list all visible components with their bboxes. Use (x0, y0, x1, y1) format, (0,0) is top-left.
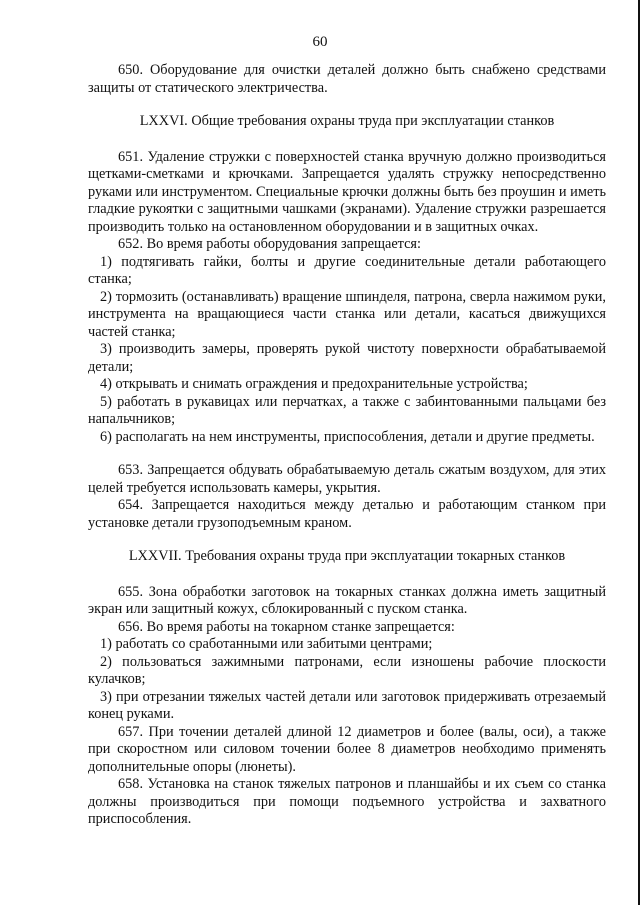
page-number: 60 (312, 34, 328, 50)
paragraph-650: 650. Оборудование для очистки деталей должно быть снабжено средствами защиты от статического электричества. (88, 62, 606, 96)
section-heading-lxxvi: LXXVI. Общие требования охраны труда при эксплуатации станков (139, 113, 555, 129)
paragraph-655: 655. Зона обработки заготовок на токарных станках должна иметь защитный экран или защитный кожух, сблокированный с пуском станка. (88, 583, 606, 617)
paragraph-658: 658. Установка на станок тяжелых патронов и планшайбы и их съем со станка должны производиться при помощи подъемного устройства и захватного приспособления. (88, 776, 606, 827)
document-body (88, 62, 606, 829)
paragraph-652: 652. Во время работы оборудования запрещается: (118, 236, 421, 252)
list-item: 3) производить замеры, проверять рукой чистоту поверхности обрабатываемой детали; (88, 341, 606, 375)
list-item: 5) работать в рукавицах или перчатках, а также с забинтованными пальцами без напальчников; (88, 393, 606, 427)
paragraph-654: 654. Запрещается находиться между деталью и работающим станком при установке детали грузоподъемным краном. (88, 497, 606, 531)
list-item: 2) тормозить (останавливать) вращение шпинделя, патрона, сверла нажимом руки, инструмента на вращающиеся части станка или детали, касаться движущихся частей станка; (88, 288, 606, 340)
list-item: 1) работать со сработанными или забитыми центрами; (100, 636, 433, 652)
list-item: 1) подтягивать гайки, болты и другие соединительные детали работающего станка; (88, 253, 606, 287)
list-item: 6) располагать на нем инструменты, приспособления, детали и другие предметы. (100, 428, 595, 445)
section-heading-lxxvii: LXXVII. Требования охраны труда при эксплуатации токарных станков (128, 548, 566, 564)
paragraph-651: 651. Удаление стружки с поверхностей станка вручную должно производиться щетками-сметками и крючками. Запрещается удалять стружку непосредственно руками или инструментом. Специальные крючки должны быть без проушин и иметь гладкие рукоятки с защитными чашками (экранами). Удаление стружки разрешается производить только на остановленном оборудовании и в защитных очках. (88, 148, 606, 235)
list-item: 2) пользоваться зажимными патронами, если изношены рабочие плоскости кулачков; (88, 653, 606, 687)
list-item: 4) открывать и снимать ограждения и предохранительные устройства; (100, 376, 528, 392)
paragraph-653: 653. Запрещается обдувать обрабатываемую деталь сжатым воздухом, для этих целей требуется использовать камеры, укрытия. (88, 462, 606, 496)
paragraph-656: 656. Во время работы на токарном станке запрещается: (118, 618, 455, 635)
list-item: 3) при отрезании тяжелых частей детали или заготовок придерживать отрезаемый конец руками. (88, 688, 606, 722)
paragraph-657: 657. При точении деталей длиной 12 диаметров и более (валы, оси), а также при скоростном или силовом точении более 8 диаметров необходимо применять дополнительные опоры (люнеты). (88, 723, 606, 775)
